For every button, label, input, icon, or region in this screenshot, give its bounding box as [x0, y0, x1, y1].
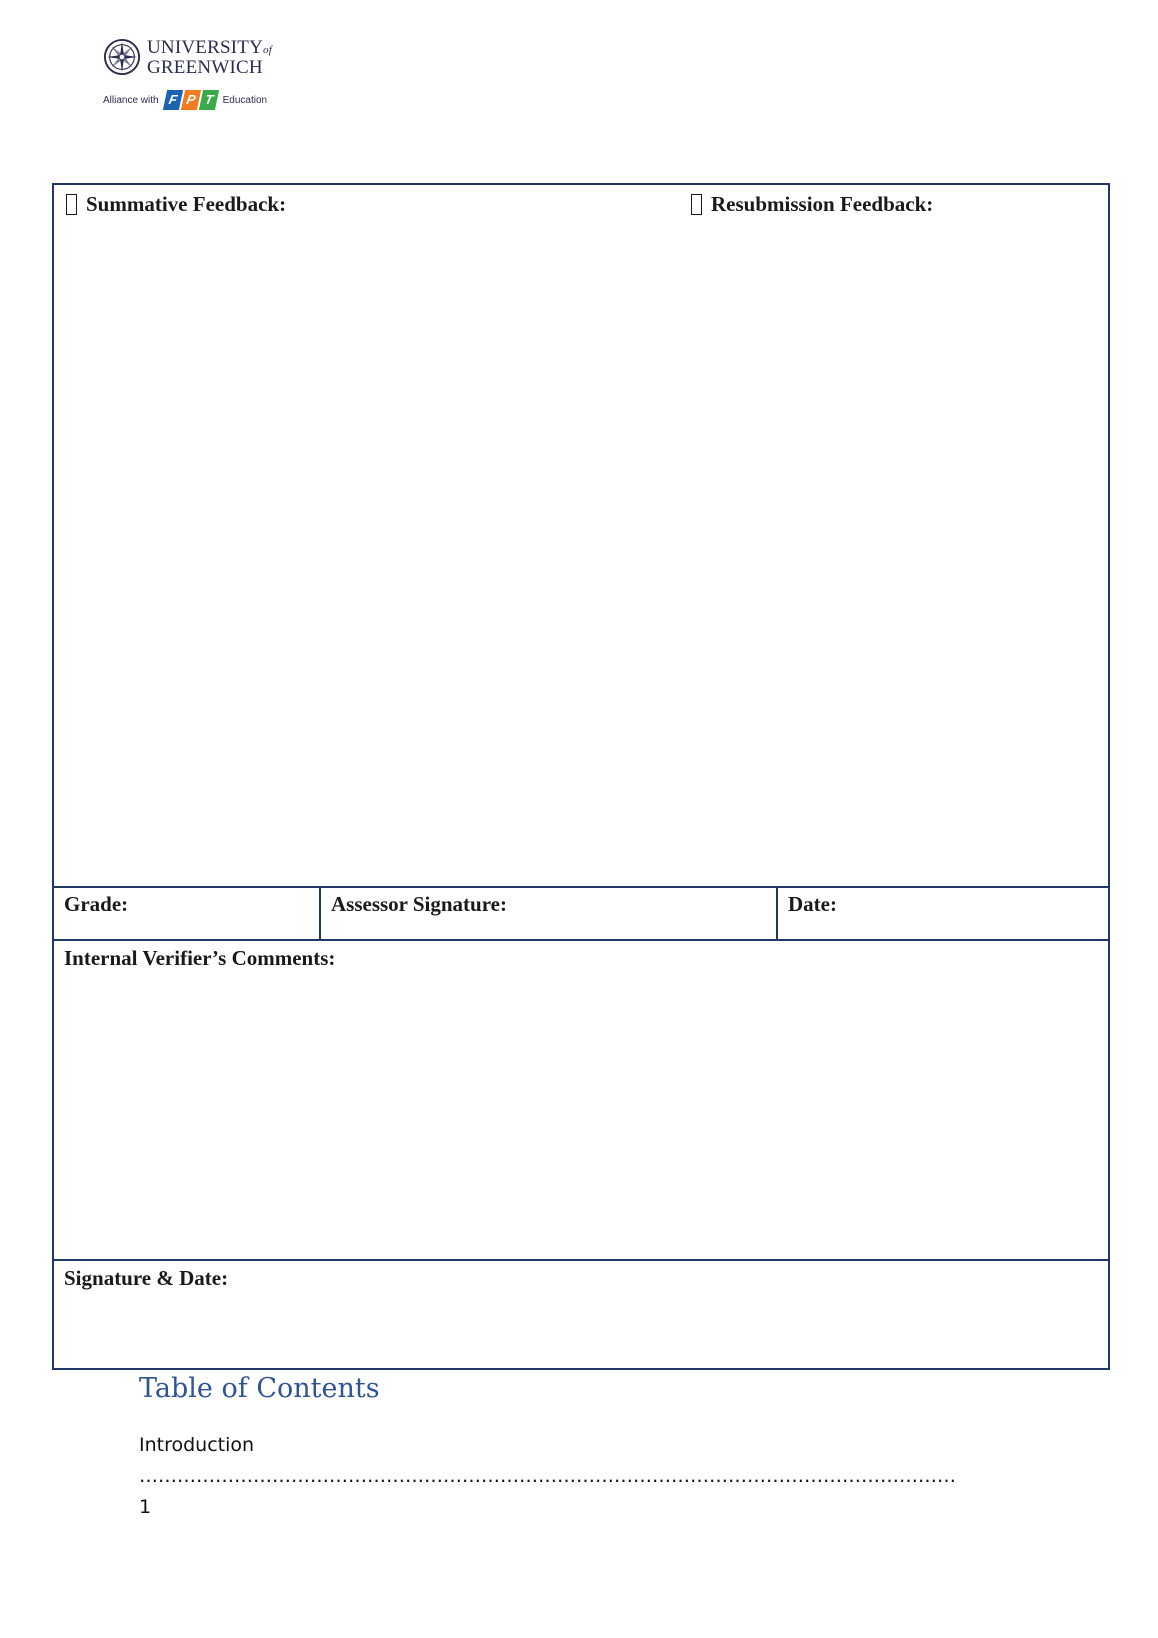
resubmission-feedback-option[interactable] [691, 192, 933, 217]
toc-entry-text: Introduction [139, 1434, 255, 1456]
internal-verifier-comments[interactable] [54, 939, 1108, 1259]
grade-label: Grade: [64, 892, 129, 916]
alliance-prefix: Alliance with [103, 94, 159, 106]
summative-checkbox[interactable] [66, 194, 77, 215]
date-label: Date: [788, 892, 837, 916]
logo-of: of [263, 43, 272, 56]
toc-entry-page: 1 [139, 1496, 152, 1518]
grade-cell[interactable] [54, 888, 319, 939]
alliance-suffix: Education [222, 94, 268, 106]
assessor-signature-cell[interactable] [319, 888, 776, 939]
fpt-letter-f: F [162, 90, 182, 110]
grade-row [54, 886, 1108, 939]
summative-feedback-label: Summative Feedback: [86, 192, 287, 216]
signature-date-label: Signature & Date: [64, 1266, 229, 1290]
fpt-letter-p: P [180, 90, 200, 110]
logo-university: UNIVERSITY [147, 36, 263, 58]
resubmission-feedback-label: Resubmission Feedback: [711, 192, 934, 216]
resubmission-checkbox[interactable] [691, 194, 702, 215]
feedback-form [52, 183, 1110, 1370]
fpt-letter-t: T [198, 90, 218, 110]
signature-date-section[interactable] [54, 1259, 1108, 1368]
toc-entry-leader: ………………………………………………………………………………………………………………… [139, 1465, 956, 1487]
feedback-section [54, 185, 1108, 886]
logo-greenwich: GREENWICH [147, 56, 263, 78]
iv-comments-label: Internal Verifier’s Comments: [64, 946, 336, 970]
toc-title: Table of Contents [139, 1373, 380, 1404]
university-logo [103, 38, 293, 136]
summative-feedback-option[interactable] [66, 192, 286, 217]
toc-entry[interactable] [139, 1430, 1059, 1523]
fpt-logo [165, 90, 219, 110]
compass-rose-crest-icon [103, 38, 141, 76]
date-cell[interactable] [776, 888, 1108, 939]
assessor-signature-label: Assessor Signature: [331, 892, 507, 916]
